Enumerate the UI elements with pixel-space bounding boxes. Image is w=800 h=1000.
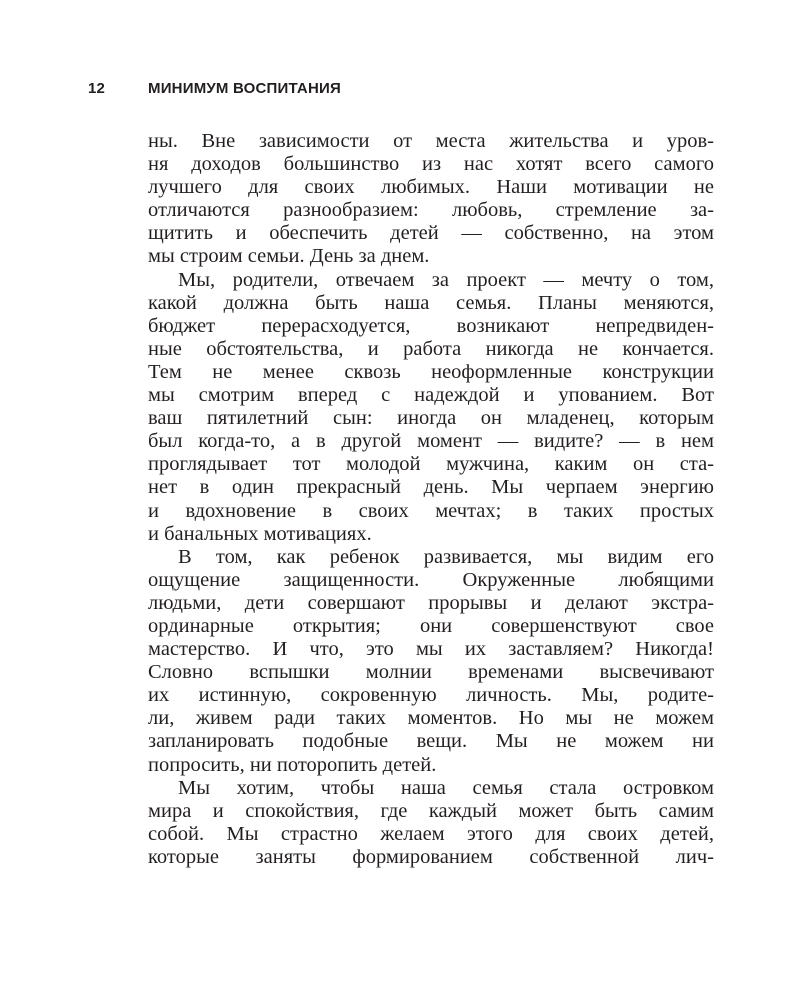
text-line: какой должна быть наша семья. Планы меняются, xyxy=(148,291,714,314)
text-line: попросить, ни поторопить детей. xyxy=(148,753,437,776)
text-line: нет в один прекрасный день. Мы черпаем энергию xyxy=(148,476,714,499)
text-line: людьми, дети совершают прорывы и делают экстра- xyxy=(148,591,714,614)
text-line: ваш пятилетний сын: иногда он младенец, которым xyxy=(148,407,714,430)
paragraph xyxy=(148,269,714,546)
text-line: щитить и обеспечить детей — собственно, на этом xyxy=(148,222,714,245)
text-line: запланировать подобные вещи. Мы не можем ни xyxy=(148,730,714,753)
text-line: мира и спокойствия, где каждый может быть самим xyxy=(148,799,714,822)
text-line: ординарные открытия; они совершенствуют свое xyxy=(148,614,714,637)
text-line: мастерство. И что, это мы их заставляем? Никогда! xyxy=(148,638,714,661)
running-title: МИНИМУМ ВОСПИТАНИЯ xyxy=(148,80,341,97)
body-text xyxy=(148,130,714,869)
text-line: ли, живем ради таких моментов. Но мы не можем xyxy=(148,707,714,730)
text-line: мы смотрим вперед с надеждой и упованием. Вот xyxy=(148,384,714,407)
text-line: был когда-то, а в другой момент — видите? — в нем xyxy=(148,430,714,453)
text-line: собой. Мы страстно желаем этого для своих детей, xyxy=(148,822,714,845)
paragraph xyxy=(148,777,714,869)
text-line: проглядывает тот молодой мужчина, каким он ста- xyxy=(148,453,714,476)
text-line: Тем не менее сквозь неоформленные конструкции xyxy=(148,360,714,383)
text-line: Мы, родители, отвечаем за проект — мечту о том, xyxy=(178,268,714,291)
text-line: Мы хотим, чтобы наша семья стала островком xyxy=(178,776,714,799)
text-line: ны. Вне зависимости от места жительства и уров- xyxy=(148,130,714,152)
paragraph xyxy=(148,130,714,269)
page-number: 12 xyxy=(88,80,106,97)
text-line: ня доходов большинство из нас хотят всего самого xyxy=(148,153,714,176)
text-line: которые заняты формированием собственной лич- xyxy=(148,845,714,868)
text-line: В том, как ребенок развивается, мы видим его xyxy=(178,545,714,568)
text-line: ные обстоятельства, и работа никогда не кончается. xyxy=(148,337,714,360)
text-line: и банальных мотивациях. xyxy=(148,522,372,545)
text-line: лучшего для своих любимых. Наши мотивации не xyxy=(148,176,714,199)
text-line: их истинную, сокровенную личность. Мы, родите- xyxy=(148,684,714,707)
text-line: Словно вспышки молнии временами высвечивают xyxy=(148,661,714,684)
text-line: ощущение защищенности. Окруженные любящими xyxy=(148,568,714,591)
text-line: мы строим семьи. День за днем. xyxy=(148,245,430,268)
paragraph xyxy=(148,546,714,777)
text-line: отличаются разнообразием: любовь, стремление за- xyxy=(148,199,714,222)
text-line: и вдохновение в своих мечтах; в таких простых xyxy=(148,499,714,522)
text-line: бюджет перерасходуется, возникают непредвиден- xyxy=(148,314,714,337)
